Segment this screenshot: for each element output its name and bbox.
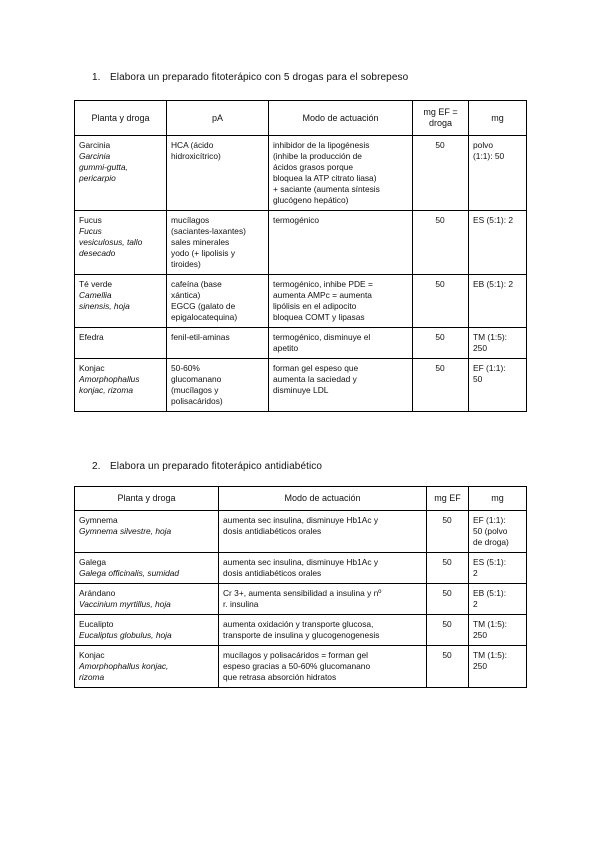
mode-line: dosis antidiabéticos orales	[223, 568, 322, 578]
mg-cell	[469, 615, 527, 646]
mode-line: termogénico	[273, 215, 320, 225]
section1-number: 1.	[92, 72, 101, 83]
mode-line: ácidos grasos porque	[273, 162, 354, 172]
plant-cell	[75, 359, 167, 412]
mg-line: 50	[473, 374, 483, 384]
plant-latin-name: Camellia	[79, 290, 112, 300]
pa-line: 50-60%	[171, 363, 200, 373]
plant-name: Galega	[79, 557, 107, 567]
mode-line: termogénico, inhibe PDE =	[273, 279, 373, 289]
mg-cell	[469, 511, 527, 553]
mgef-cell	[427, 584, 469, 615]
mode-line: inhibidor de la lipogénesis	[273, 140, 370, 150]
mode-line: bloquea COMT y lipasas	[273, 312, 365, 322]
table-header-row	[75, 487, 527, 511]
plant-latin-name: Vaccinium myrtillus, hoja	[79, 599, 171, 609]
mg-line: ES (5:1):	[473, 557, 507, 567]
pa-cell	[167, 275, 269, 328]
table-antidiabetico	[74, 486, 527, 688]
plant-latin-name: Garcinia	[79, 151, 111, 161]
header-modo: Modo de actuación	[219, 487, 427, 511]
mode-cell	[219, 553, 427, 584]
plant-latin-name: Galega officinalis, sumidad	[79, 568, 180, 578]
mgef-cell	[413, 211, 469, 275]
plant-cell	[75, 646, 219, 688]
table-sobrepeso	[74, 100, 527, 412]
mg-line: 250	[473, 661, 487, 671]
header-mg: mg	[469, 101, 527, 136]
mode-cell	[269, 211, 413, 275]
mode-cell	[269, 328, 413, 359]
mgef-value: 50	[442, 588, 452, 598]
mode-line: apetito	[273, 343, 299, 353]
mgef-value: 50	[435, 332, 445, 342]
mode-cell	[269, 359, 413, 412]
mode-line: aumenta sec insulina, disminuye Hb1Ac y	[223, 515, 379, 525]
mg-line: (1:1): 50	[473, 151, 505, 161]
plant-latin-name: sinensis, hoja	[79, 301, 130, 311]
plant-latin-name: konjac, rizoma	[79, 385, 133, 395]
mgef-cell	[413, 275, 469, 328]
mgef-value: 50	[442, 650, 452, 660]
table-row	[75, 359, 527, 412]
mgef-cell	[427, 646, 469, 688]
plant-latin-name: Gymnema silvestre, hoja	[79, 526, 172, 536]
mode-line: forman gel espeso que	[273, 363, 359, 373]
mg-line: EB (5:1):	[473, 588, 507, 598]
table-row	[75, 136, 527, 211]
pa-line: yodo (+ lipolisis y	[171, 248, 236, 258]
plant-cell	[75, 553, 219, 584]
mgef-cell	[427, 511, 469, 553]
mode-cell	[219, 646, 427, 688]
plant-name: Konjac	[79, 363, 105, 373]
pa-cell	[167, 211, 269, 275]
mgef-value: 50	[435, 140, 445, 150]
mgef-cell	[427, 615, 469, 646]
plant-latin-name: desecado	[79, 248, 116, 258]
mode-line: aumenta oxidación y transporte glucosa,	[223, 619, 374, 629]
mgef-value: 50	[435, 363, 445, 373]
section2-number: 2.	[92, 461, 101, 472]
pa-line: tiroides)	[171, 259, 201, 269]
pa-line: cafeína (base	[171, 279, 222, 289]
pa-line: (saciantes-laxantes)	[171, 226, 246, 236]
pa-line: glucomanano	[171, 374, 222, 384]
plant-name: Fucus	[79, 215, 102, 225]
pa-line: xántica)	[171, 290, 201, 300]
pa-line: sales minerales	[171, 237, 230, 247]
table-row	[75, 275, 527, 328]
mg-cell	[469, 136, 527, 211]
pa-line: EGCG (galato de	[171, 301, 236, 311]
section1-heading	[92, 72, 408, 83]
mode-cell	[269, 275, 413, 328]
pa-line: epigalocatequina)	[171, 312, 238, 322]
mg-cell	[469, 359, 527, 412]
mode-cell	[219, 511, 427, 553]
header-planta: Planta y droga	[75, 101, 167, 136]
mode-line: Cr 3+, aumenta sensibilidad a insulina y nº	[223, 588, 382, 598]
mg-line: TM (1:5):	[473, 619, 507, 629]
mg-line: 250	[473, 343, 487, 353]
plant-cell	[75, 615, 219, 646]
plant-latin-name: pericarpio	[79, 173, 116, 183]
mgef-value: 50	[442, 515, 452, 525]
table-row	[75, 646, 527, 688]
plant-name: Gymnema	[79, 515, 118, 525]
pa-line: (mucílagos y	[171, 385, 219, 395]
mode-line: aumenta la saciedad y	[273, 374, 357, 384]
mgef-value: 50	[435, 279, 445, 289]
pa-cell	[167, 136, 269, 211]
mg-line: EF (1:1):	[473, 515, 506, 525]
mg-line: EB (5:1): 2	[473, 279, 514, 289]
header-modo: Modo de actuación	[269, 101, 413, 136]
table-row	[75, 211, 527, 275]
mg-line: ES (5:1): 2	[473, 215, 514, 225]
mode-line: (inhibe la producción de	[273, 151, 362, 161]
mgef-value: 50	[442, 557, 452, 567]
plant-name: Garcinia	[79, 140, 111, 150]
pa-line: fenil-etil-aminas	[171, 332, 230, 342]
mode-line: termogénico, disminuye el	[273, 332, 371, 342]
plant-cell	[75, 136, 167, 211]
section2-title: Elabora un preparado fitoterápico antidiabético	[110, 461, 323, 472]
pa-cell	[167, 359, 269, 412]
plant-latin-name: Fucus	[79, 226, 102, 236]
mode-line: que retrasa absorción hidratos	[223, 672, 337, 682]
mgef-cell	[413, 136, 469, 211]
mode-line: transporte de insulina y glucogenogenesis	[223, 630, 380, 640]
plant-cell	[75, 328, 167, 359]
mg-cell	[469, 553, 527, 584]
header-planta: Planta y droga	[75, 487, 219, 511]
mode-cell	[219, 615, 427, 646]
mg-line: 50 (polvo	[473, 526, 508, 536]
pa-cell	[167, 328, 269, 359]
mgef-cell	[413, 359, 469, 412]
table-row	[75, 328, 527, 359]
mgef-cell	[413, 328, 469, 359]
plant-name: Té verde	[79, 279, 113, 289]
mode-line: aumenta sec insulina, disminuye Hb1Ac y	[223, 557, 379, 567]
mg-line: TM (1:5):	[473, 332, 507, 342]
mode-line: bloquea la ATP citrato liasa)	[273, 173, 377, 183]
plant-latin-name: gummi-gutta,	[79, 162, 128, 172]
pa-line: polisacáridos)	[171, 396, 223, 406]
header-mgef: mg EF	[427, 487, 469, 511]
header-mg: mg	[469, 487, 527, 511]
mg-line: 2	[473, 568, 478, 578]
mode-line: + saciante (aumenta síntesis	[273, 184, 380, 194]
plant-name: Arándano	[79, 588, 116, 598]
plant-latin-name: rizoma	[79, 672, 105, 682]
pa-line: HCA (ácido	[171, 140, 214, 150]
pa-line: hidroxicítrico)	[171, 151, 221, 161]
mode-line: lipólisis en el adipocito	[273, 301, 357, 311]
plant-latin-name: vesiculosus, tallo	[79, 237, 143, 247]
mg-line: TM (1:5):	[473, 650, 507, 660]
mg-cell	[469, 211, 527, 275]
plant-latin-name: Amorphophallus konjac,	[79, 661, 169, 671]
plant-cell	[75, 584, 219, 615]
mg-cell	[469, 328, 527, 359]
mode-line: espeso gracias a 50-60% glucomanano	[223, 661, 371, 671]
mg-line: 250	[473, 630, 487, 640]
table-row	[75, 584, 527, 615]
section1-title: Elabora un preparado fitoterápico con 5 drogas para el sobrepeso	[110, 72, 409, 83]
pa-line: mucílagos	[171, 215, 210, 225]
mode-line: glucógeno hepático)	[273, 195, 349, 205]
mode-cell	[269, 136, 413, 211]
mg-cell	[469, 275, 527, 328]
plant-cell	[75, 211, 167, 275]
mg-cell	[469, 584, 527, 615]
plant-latin-name: Amorphophallus	[79, 374, 140, 384]
plant-name: Konjac	[79, 650, 105, 660]
mode-line: r. insulina	[223, 599, 259, 609]
table-row	[75, 615, 527, 646]
plant-name: Eucalipto	[79, 619, 114, 629]
mgef-value: 50	[442, 619, 452, 629]
mg-cell	[469, 646, 527, 688]
mg-line: de droga)	[473, 537, 509, 547]
header-pa: pA	[167, 101, 269, 136]
mgef-value: 50	[435, 215, 445, 225]
mode-line: mucílagos y polisacáridos = forman gel	[223, 650, 369, 660]
header-mgef: mg EF = droga	[413, 101, 469, 136]
mg-line: polvo	[473, 140, 494, 150]
section2-heading	[92, 461, 322, 472]
mode-line: dosis antidiabéticos orales	[223, 526, 322, 536]
mode-line: disminuye LDL	[273, 385, 329, 395]
table-row	[75, 553, 527, 584]
plant-latin-name: Eucaliptus globulus, hoja	[79, 630, 172, 640]
plant-name: Efedra	[79, 332, 104, 342]
table-header-row	[75, 101, 527, 136]
mg-line: EF (1:1):	[473, 363, 506, 373]
plant-cell	[75, 275, 167, 328]
table-row	[75, 511, 527, 553]
mg-line: 2	[473, 599, 478, 609]
plant-cell	[75, 511, 219, 553]
mode-line: aumenta AMPc = aumenta	[273, 290, 372, 300]
mode-cell	[219, 584, 427, 615]
mgef-cell	[427, 553, 469, 584]
